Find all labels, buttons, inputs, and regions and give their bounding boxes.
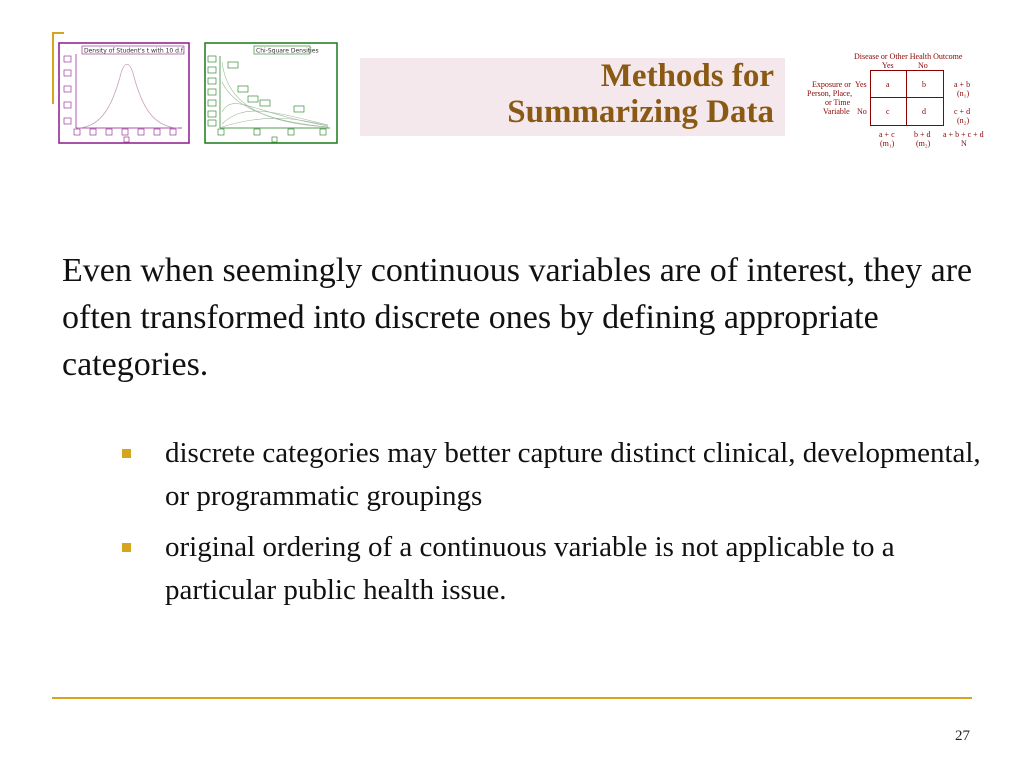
table-row2-total: c + d xyxy=(954,107,971,116)
t-density-figure xyxy=(58,42,190,144)
chi-square-title: Chi-Square Densities xyxy=(256,47,319,55)
bullet-list xyxy=(122,432,1002,620)
table-grand-total: a + b + c + d xyxy=(943,130,984,139)
table-row1-total: a + b xyxy=(954,80,971,89)
table-col-yes: Yes xyxy=(882,61,894,70)
table-grid xyxy=(870,70,944,126)
table-col1-total: a + c xyxy=(879,130,895,139)
bullet-text: discrete categories may better capture distinct clinical, developmental, or programmatic groupings xyxy=(165,437,981,512)
footer-divider xyxy=(52,697,972,699)
table-cell-b: b xyxy=(922,80,926,89)
body-paragraph: Even when seemingly continuous variables are of interest, they are often transformed into discrete ones by defining appropriate categories. xyxy=(62,252,973,383)
table-row2-n: (n₂) xyxy=(957,116,970,125)
table-grand-n: N xyxy=(961,139,967,148)
decorative-frame-horizontal xyxy=(52,32,64,34)
table-cell-d: d xyxy=(922,107,926,116)
decorative-frame-vertical xyxy=(52,32,54,104)
chi-square-thumbnail xyxy=(204,42,338,144)
table-header: Disease or Other Health Outcome xyxy=(854,52,963,61)
table-row-label-4: Variable xyxy=(823,107,850,116)
table-col2-total: b + d xyxy=(914,130,931,139)
table-cell-a: a xyxy=(886,80,890,89)
table-col1-m: (m₁) xyxy=(880,139,895,148)
square-bullet-icon xyxy=(122,449,131,458)
square-bullet-icon xyxy=(122,543,131,552)
bullet-item xyxy=(122,432,1002,518)
bullet-item xyxy=(122,526,1002,612)
table-row-label-3: or Time xyxy=(825,98,851,107)
slide-title xyxy=(354,58,774,130)
chi-square-figure xyxy=(204,42,338,144)
table-col-no: No xyxy=(918,61,928,70)
title-line-2: Summarizing Data xyxy=(507,94,774,130)
table-row-label-2: Person, Place, xyxy=(807,89,853,98)
t-density-title: Density of Student's t with 10 d.f. xyxy=(84,47,185,55)
bullet-text: original ordering of a continuous variable is not applicable to a particular public health issue. xyxy=(165,531,895,606)
contingency-table-figure xyxy=(806,50,991,150)
table-row1-n: (n₁) xyxy=(957,89,970,98)
table-cell-c: c xyxy=(886,107,890,116)
t-density-thumbnail xyxy=(58,42,190,144)
table-row-no: No xyxy=(857,107,867,116)
table-row-yes: Yes xyxy=(855,80,867,89)
title-line-1: Methods for xyxy=(600,58,774,94)
table-col2-m: (m₂) xyxy=(916,139,931,148)
page-number: 27 xyxy=(955,728,970,744)
table-row-label-1: Exposure or xyxy=(812,80,851,89)
